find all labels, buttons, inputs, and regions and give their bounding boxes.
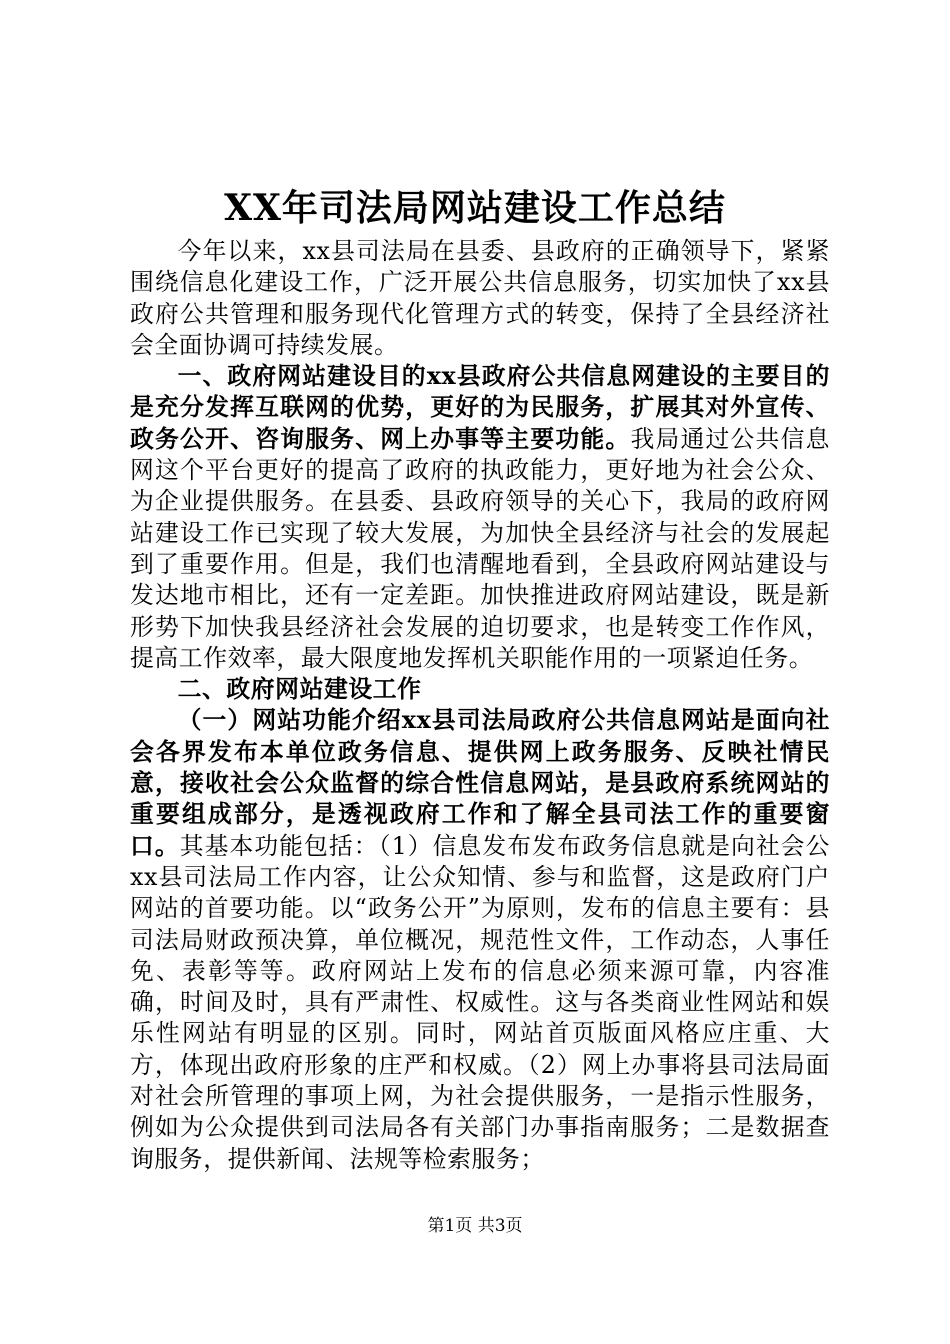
section1-paragraph: [130, 361, 830, 674]
section2-heading: 二、政府网站建设工作: [177, 675, 422, 704]
section2-sub1-heading: （一）网站功能介绍xx县司法局政府公共信息网站是面向社会各界发布本单位政务信息、提供网上政务服务、反映社情民意，接收社会公众监督的综合性信息网站，是县政府系统网站的重要组成部分，是透视政府工作和了解全县司法工作的重要窗口。: [130, 706, 830, 860]
section2-sub1-text: 其基本功能包括：（1）信息发布发布政务信息就是向社会公xx县司法局工作内容，让公众知情、参与和监督，这是政府门户网站的首要功能。以“政务公开”为原则，发布的信息主要有：县司法局财政预决算，单位概况，规范性文件，工作动态，人事任免、表彰等等。政府网站上发布的信息必须来源可靠，内容准确，时间及时，具有严肃性、权威性。这与各类商业性网站和娱乐性网站有明显的区别。同时，网站首页版面风格应庄重、大方，体现出政府形象的庄严和权威。（2）网上办事将县司法局面对社会所管理的事项上网，为社会提供服务，一是指示性服务，例如为公众提供到司法局各有关部门办事指南服务；二是数据查询服务，提供新闻、法规等检索服务；: [130, 831, 830, 1173]
section1-heading: 一、政府网站建设目的xx县政府公共信息网建设的主要目的是充分发挥互联网的优势，更好的为民服务，扩展其对外宣传、政务公开、咨询服务、网上办事等主要功能。: [130, 362, 830, 453]
document-title: XX年司法局网站建设工作总结: [224, 187, 726, 229]
document-body: [130, 236, 830, 1175]
section2-sub1-paragraph: [130, 705, 830, 1174]
page-number-footer: 第1页 共3页: [427, 1216, 523, 1236]
intro-paragraph: 今年以来，xx县司法局在县委、县政府的正确领导下，紧紧围绕信息化建设工作，广泛开展公共信息服务，切实加快了xx县政府公共管理和服务现代化管理方式的转变，保持了全县经济社会全面协调可持续发展。: [130, 237, 830, 359]
section1-text: 我局通过公共信息网这个平台更好的提高了政府的执政能力，更好地为社会公众、为企业提供服务。在县委、县政府领导的关心下，我局的政府网站建设工作已实现了较大发展，为加快全县经济与社会的发展起到了重要作用。但是，我们也清醒地看到，全县政府网站建设与发达地市相比，还有一定差距。加快推进政府网站建设，既是新形势下加快我县经济社会发展的迫切要求，也是转变工作作风，提高工作效率，最大限度地发挥机关职能作用的一项紧迫任务。: [130, 424, 830, 672]
